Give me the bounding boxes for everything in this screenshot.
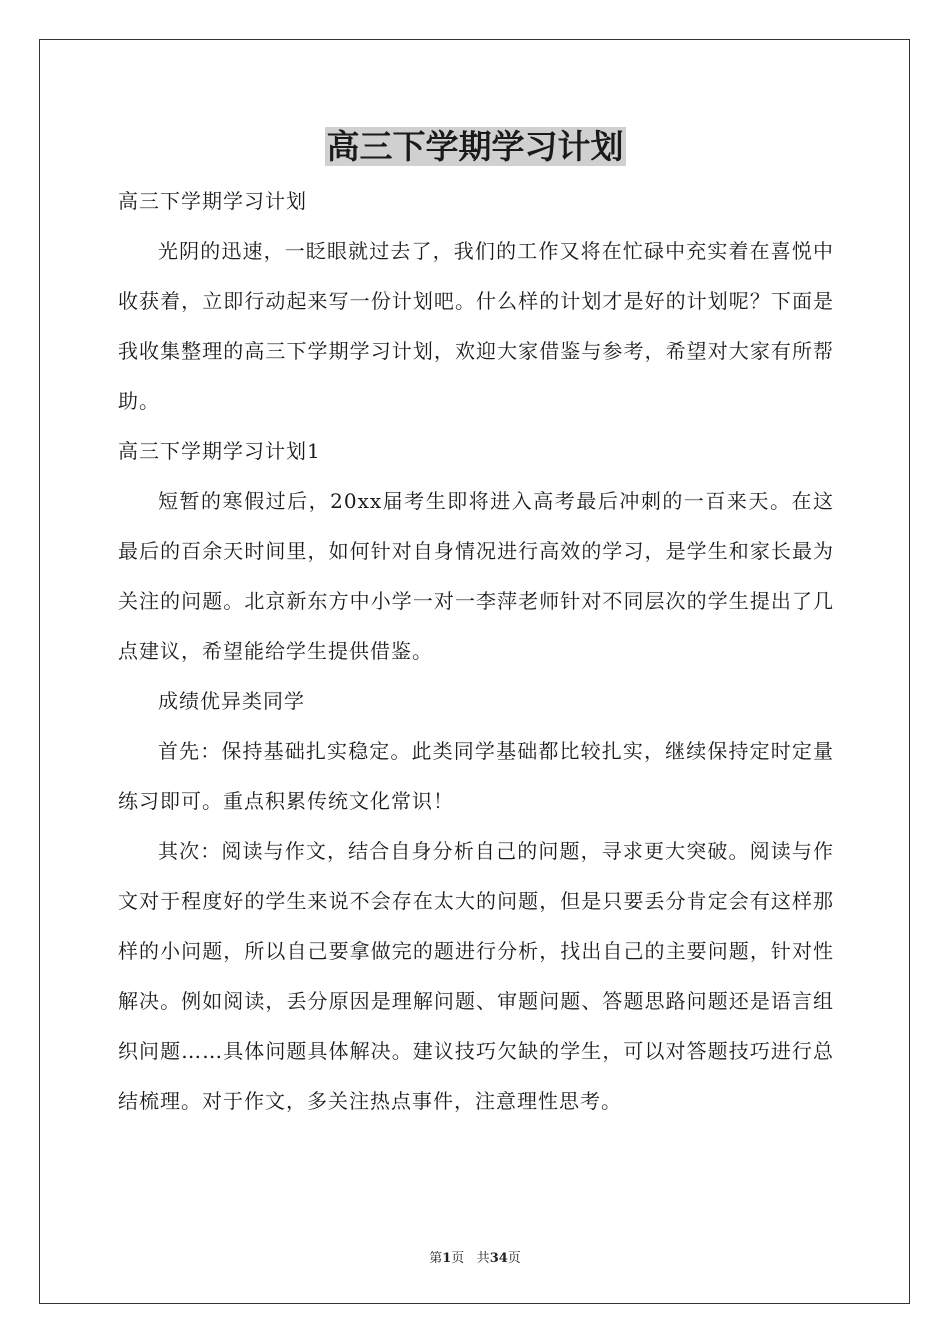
total-suffix: 页 — [507, 1251, 521, 1266]
paragraph-intro: 光阴的迅速，一眨眼就过去了，我们的工作又将在忙碌中充实着在喜悦中收获着，立即行动起来写一份计划吧。什么样的计划才是好的计划呢？下面是我收集整理的高三下学期学习计划，欢迎大家借鉴与参考，希望对大家有所帮助。 — [118, 239, 834, 413]
page-suffix: 页 — [451, 1251, 465, 1266]
paragraph-section-intro: 短暂的寒假过后，20xx届考生即将进入高考最后冲刺的一百来天。在这最后的百余天时间里，如何针对自身情况进行高效的学习，是学生和家长最为关注的问题。北京新东方中小学一对一李萍老师针对不同层次的学生提出了几点建议，希望能给学生提供借鉴。 — [118, 489, 834, 663]
document-title-text: 高三下学期学习计划 — [326, 127, 624, 166]
paragraph-subheading: 成绩优异类同学 — [158, 689, 305, 713]
page-number: 1 — [442, 1251, 452, 1266]
page-footer — [0, 1247, 950, 1266]
paragraph-subtitle: 高三下学期学习计划 — [118, 189, 307, 213]
paragraph-first-point: 首先：保持基础扎实稳定。此类同学基础都比较扎实，继续保持定时定量练习即可。重点积累传统文化常识！ — [118, 739, 834, 813]
document-body — [118, 176, 834, 1126]
document-title — [0, 124, 950, 170]
paragraph-second-point: 其次：阅读与作文，结合自身分析自己的问题，寻求更大突破。阅读与作文对于程度好的学生来说不会存在太大的问题，但是只要丢分肯定会有这样那样的小问题，所以自己要拿做完的题进行分析，找出自己的主要问题，针对性解决。例如阅读，丢分原因是理解问题、审题问题、答题思路问题还是语言组织问题……具体问题具体解决。建议技巧欠缺的学生，可以对答题技巧进行总结梳理。对于作文，多关注热点事件，注意理性思考。 — [118, 839, 834, 1113]
total-pages: 34 — [489, 1251, 508, 1266]
total-prefix: 共 — [476, 1251, 490, 1266]
paragraph-section-heading: 高三下学期学习计划1 — [118, 439, 321, 463]
page-prefix: 第 — [429, 1251, 443, 1266]
